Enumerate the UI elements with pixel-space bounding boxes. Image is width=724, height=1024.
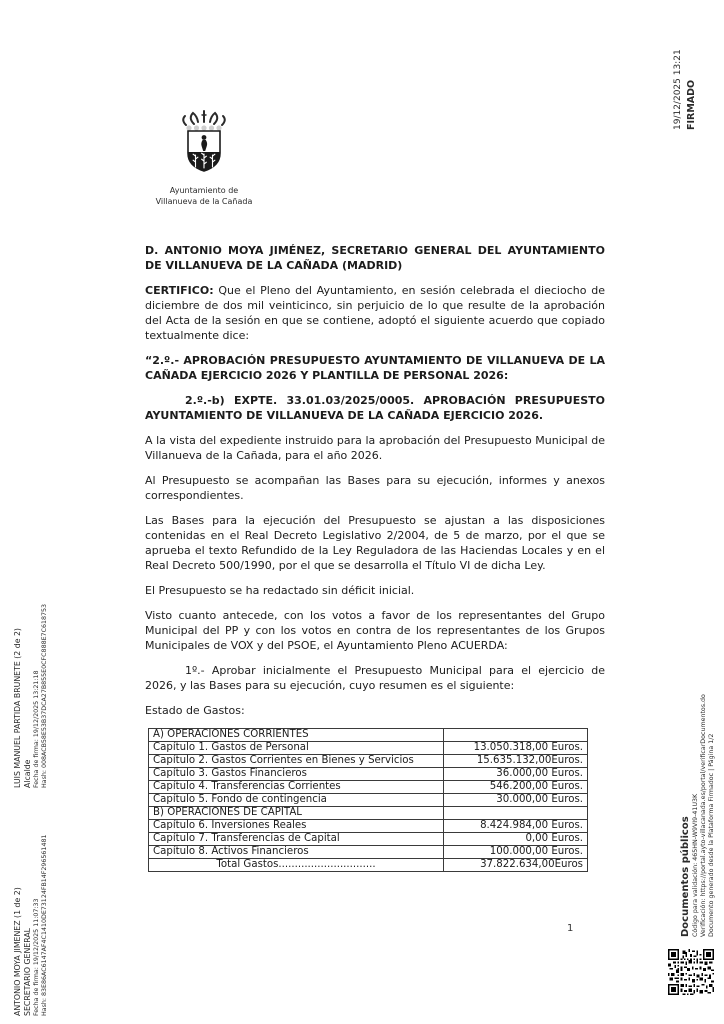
- row-label: Capítulo 7. Transferencias de Capital: [149, 833, 444, 846]
- row-label: Capítulo 8. Activos Financieros: [149, 846, 444, 859]
- qr-code-icon: [668, 949, 714, 995]
- signer-role: Alcalde: [23, 759, 32, 788]
- row-label: B) OPERACIONES DE CAPITAL: [149, 807, 444, 820]
- expediente-heading: 2.º.-b) EXPTE. 33.01.03/2025/0005. APROBACIÓN PRESUPUESTO AYUNTAMIENTO DE VILLANUEVA DE LA CAÑADA EJERCICIO 2026.: [145, 394, 605, 422]
- paragraph: A la vista del expediente instruido para la aprobación del Presupuesto Municipal de Villanueva de la Cañada, para el año 2026.: [145, 434, 605, 462]
- row-label: A) OPERACIONES CORRIENTES: [149, 729, 444, 742]
- row-amount: 13.050.318,00 Euros.: [444, 742, 588, 755]
- signer-role: SECRETARIO GENERAL: [23, 928, 32, 1016]
- stamp-datetime: 19/12/2025 13:21: [673, 49, 683, 130]
- row-amount: 15.635.132,00Euros.: [444, 755, 588, 768]
- signer-hash: Hash: 008ACB58E53B37DCA27B855E0CFC888E7C618753: [41, 604, 48, 788]
- document-body: [145, 243, 605, 872]
- validation-generated: Documento generado desde la Plataforma Firmadoc | Página 1/2: [708, 733, 715, 937]
- validation-title: Documentos públicos: [680, 816, 691, 937]
- table-row: [149, 742, 588, 755]
- signer-name: ANTONIO MOYA JIMENEZ (1 de 2): [13, 887, 22, 1016]
- row-label: Capítulo 3. Gastos Financieros: [149, 768, 444, 781]
- paragraph: Las Bases para la ejecución del Presupuesto se ajustan a las disposiciones contenidas en el Real Decreto Legislativo 2/2004, de 5 de marzo, por el que se aprueba el texto Refundido de la Ley Reguladora de las Haciendas Locales y en el Real Decreto 500/1990, por el que se desarrolla el Título VI de dicha Ley.: [145, 514, 605, 572]
- validation-code: Código para validación: 465HN-W9VI9-41U3K: [692, 793, 699, 937]
- paragraph: Visto cuanto antecede, con los votos a favor de los representantes del Grupo Municipal del PP y con los votos en contra de los representantes de los Grupos Municipales de VOX y del PSOE, el Ayuntamiento Pleno ACUERDA:: [145, 609, 605, 652]
- table-row: [149, 781, 588, 794]
- table-row: [149, 807, 588, 820]
- signer-name: LUIS MANUEL PARTIDA BRUNETE (2 de 2): [13, 628, 22, 788]
- letterhead: [152, 110, 256, 207]
- paragraph: Al Presupuesto se acompañan las Bases para su ejecución, informes y anexos correspondientes.: [145, 474, 605, 502]
- row-amount: [444, 807, 588, 820]
- signer-date: Fecha de firma: 19/12/2025 11:07:33: [33, 898, 40, 1016]
- certifico-paragraph: CERTIFICO: Que el Pleno del Ayuntamiento, en sesión celebrada el dieciocho de diciembre de dos mil veinticinco, sin perjuicio de lo que resulte de la aprobación del Acta de la sesión en que se contiene, adoptó el siguiente acuerdo que copiado textualmente dice:: [145, 284, 605, 342]
- row-amount: 36.000,00 Euros.: [444, 768, 588, 781]
- row-label: Total Gastos..............................: [149, 859, 444, 872]
- org-name: Ayuntamiento de Villanueva de la Cañada: [155, 186, 253, 206]
- table-caption: Estado de Gastos:: [145, 704, 245, 717]
- row-amount: 0,00 Euros.: [444, 833, 588, 846]
- row-label: Capítulo 2. Gastos Corrientes en Bienes y Servicios: [149, 755, 444, 768]
- page-number: 1: [567, 923, 574, 934]
- paragraph: El Presupuesto se ha redactado sin déficit inicial.: [145, 584, 415, 597]
- table-row: [149, 846, 588, 859]
- row-label: Capítulo 6. Inversiones Reales: [149, 820, 444, 833]
- row-amount: 37.822.634,00Euros: [444, 859, 588, 872]
- table-row: [149, 833, 588, 846]
- signed-stamp: [672, 32, 706, 130]
- validation-block: [679, 642, 723, 937]
- validation-url: Verificación: https://portal.ayto-villacanada.es/portal/verificarDocumentos.do: [700, 694, 707, 937]
- row-amount: 8.424.984,00 Euros.: [444, 820, 588, 833]
- estado-de-gastos-table: [148, 728, 588, 872]
- table-row: [149, 755, 588, 768]
- row-label: Capítulo 1. Gastos de Personal: [149, 742, 444, 755]
- row-amount: [444, 729, 588, 742]
- agenda-heading: “2.º.- APROBACIÓN PRESUPUESTO AYUNTAMIENTO DE VILLANUEVA DE LA CAÑADA EJERCICIO 2026 Y PLANTILLA DE PERSONAL 2026:: [145, 354, 605, 382]
- row-amount: 100.000,00 Euros.: [444, 846, 588, 859]
- row-amount: 546.200,00 Euros.: [444, 781, 588, 794]
- paragraph: 1º.- Aprobar inicialmente el Presupuesto Municipal para el ejercicio de 2026, y las Bases para su ejecución, cuyo resumen es el siguiente:: [145, 664, 605, 692]
- row-label: Capítulo 5. Fondo de contingencia: [149, 794, 444, 807]
- table-row: [149, 768, 588, 781]
- row-amount: 30.000,00 Euros.: [444, 794, 588, 807]
- table-row: [149, 794, 588, 807]
- table-row: [149, 729, 588, 742]
- coat-of-arms-icon: [152, 110, 256, 182]
- addressee-heading: D. ANTONIO MOYA JIMÉNEZ, SECRETARIO GENERAL DEL AYUNTAMIENTO DE VILLANUEVA DE LA CAÑADA (MADRID): [145, 244, 605, 272]
- table-row: [149, 859, 588, 872]
- signer-date: Fecha de firma: 19/12/2025 13:21:18: [33, 670, 40, 788]
- certifico-label: CERTIFICO:: [145, 284, 214, 297]
- signature-block-secretario: [13, 790, 61, 1016]
- stamp-status: FIRMADO: [686, 79, 697, 130]
- signer-hash: Hash: 83E86AC6147AF4C1410DE73124FB14F296561481: [41, 834, 48, 1016]
- row-label: Capítulo 4. Transferencias Corrientes: [149, 781, 444, 794]
- signature-block-alcalde: [13, 535, 61, 788]
- table-row: [149, 820, 588, 833]
